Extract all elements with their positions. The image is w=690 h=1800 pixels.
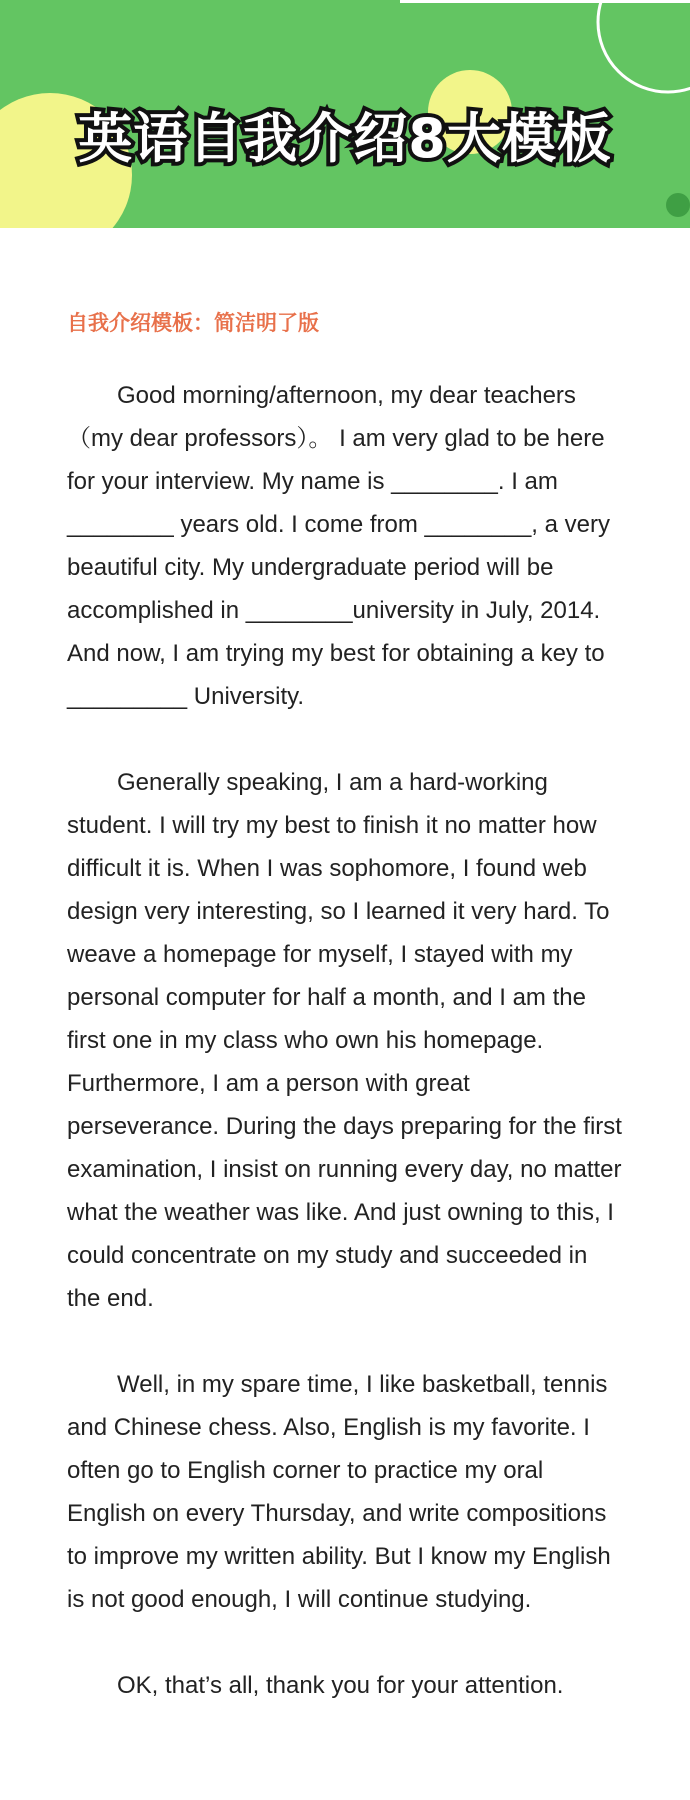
green-dot — [666, 193, 690, 217]
paragraph-2: Generally speaking, I am a hard-working student. I will try my best to finish it no matter how difficult it is. When I was sophomore, I found web design very interesting, so I learned it very hard. To weave a homepage for myself, I stayed with my personal computer for half a month, and I am the first one in my class who own his homepage. Furthermore, I am a person with great perseverance. During the days preparing for the first examination, I insist on running every day, no matter what the weather was like. And just owning to this, I could concentrate on my study and succeeded in the end. — [67, 769, 629, 1312]
page-title: 英语自我介绍8大模板 — [78, 107, 612, 170]
article-body — [67, 308, 627, 1707]
paragraph-1: Good morning/afternoon, my dear teachers（my dear professors）。 I am very glad to be here for your interview. My name is ________. I am ________ years old. I come from ________, a very beautiful city. My undergraduate period will be accomplished in ________university in July, 2014. And now, I am trying my best for obtaining a key to _________ University. — [67, 382, 617, 710]
paragraph-4: OK, that’s all, thank you for your attention. — [117, 1672, 564, 1699]
white-ring — [598, 0, 690, 92]
section-subtitle: 自我介绍模板：简洁明了版 — [67, 311, 319, 335]
header-banner — [0, 0, 690, 228]
paragraph-3: Well, in my spare time, I like basketball, tennis and Chinese chess. Also, English is my favorite. I often go to English corner to practice my oral English on every Thursday, and write compositions to improve my written ability. But I know my English is not good enough, I will continue studying. — [67, 1371, 618, 1613]
top-white-line — [400, 0, 690, 3]
